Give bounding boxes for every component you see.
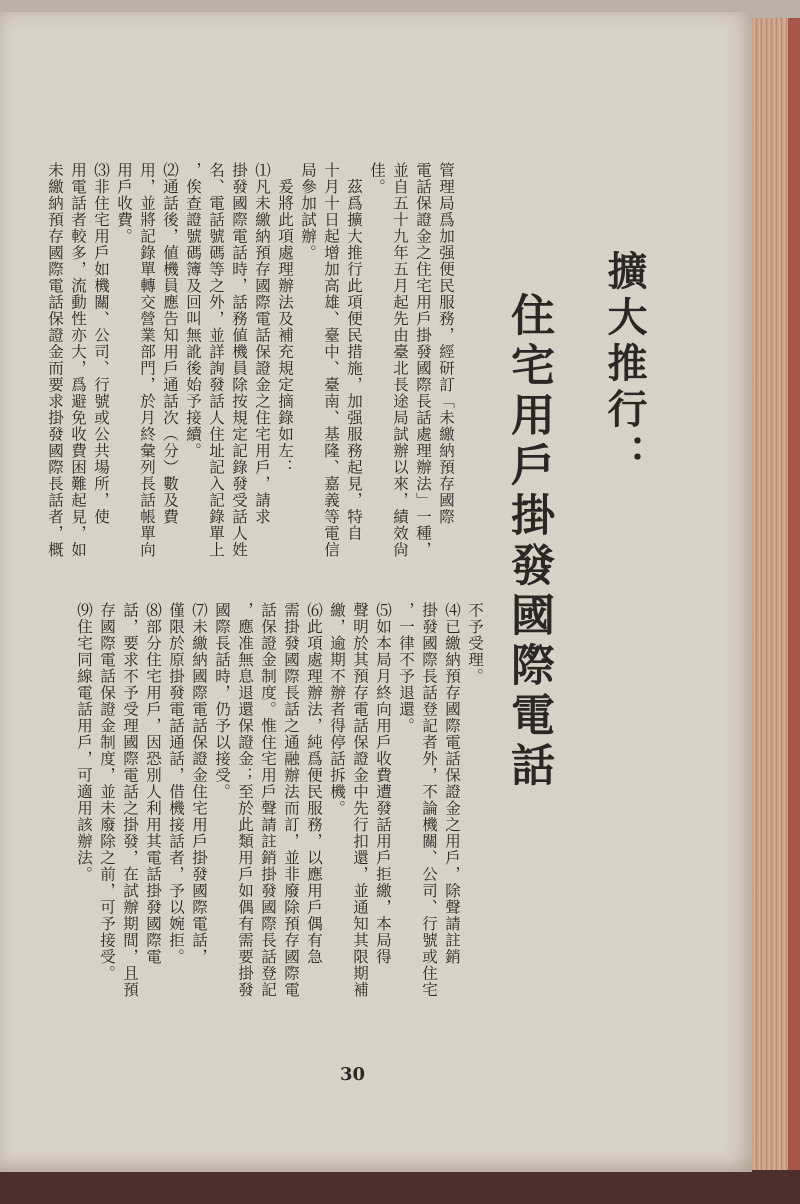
body-text-upper: 管理局爲加强便民服務，經研訂「未繳納預存國際 電話保證金之住宅用戶掛發國際長話處理辦法」一種， 並自五十九年五月起先由臺北長途局試辦以來，績效尙 佳。 茲爲擴大推行此項便民措施，加强服務起見，特自 十月十日起增加高雄、臺中、臺南、基隆、嘉義等電信 局參加試辦。 爰將此項處理辦法及補充規定摘錄如左： ⑴凡未繳納預存國際電話保證金之住宅用戶，請求 掛發國際電話時，話務値機員除按規定記錄發受話人姓 名、電話號碼等之外，並詳詢發話人住址記入記錄單上 ，俟查證號碼簿及回叫無訛後始予接續。 ⑵通話後，値機員應告知用戶通話次（分）數及費 用，並將記錄單轉交營業部門，於月終彙列長話帳單向 用戶收費。 ⑶非住宅用戶如機關、公司、行號或公共場所，使 用電話者較多，流動性亦大，爲避免收費困難起見，如 未繳納預存國際電話保證金而要求掛發國際長話者，概 (46, 162, 455, 558)
page-title: 住宅用戶掛發國際電話 (503, 292, 554, 792)
page-number: 30 (340, 1064, 366, 1085)
book-page (0, 12, 752, 1172)
book-page-edges (748, 18, 800, 1178)
title-prefix: 擴大推行： (601, 250, 647, 480)
body-text-lower: 不予受理。 ⑷已繳納預存國際電話保證金之用戶，除聲請註銷 掛發國際長話登記者外，不論機關、公司、行號或住宅 ，一律不予退還。 ⑸如本局月終向用戶收費遭發話用戶拒繳，本局得 聲明於其預存電話保證金中先行扣還，並通知其限期補 繳，逾期不辦者得停話拆機。 ⑹此項處理辦法，純爲便民服務，以應用戶偶有急 需掛發國際長話之通融辦法而訂，並非廢除預存國際電 話保證金制度。惟住宅用戶聲請註銷掛發國際長話登記 ，應准無息退還保證金；至於此類用戶如偶有需要掛發 國際長話時，仍予以接受。 ⑺未繳納國際電話保證金住宅用戶掛發國際電話， 僅限於原掛發電話通話，借機接話者，予以婉拒。 ⑻部分住宅用戶，因恐別人利用其電話掛發國際電 話，要求不予受理國際電話之掛發，在試辦期間，且預 存國際電話保證金制度，並未廢除之前，可予接受。 ⑼住宅同線電話用戶，可適用該辦法。 (75, 602, 484, 998)
book-cover-bottom (0, 1170, 800, 1204)
